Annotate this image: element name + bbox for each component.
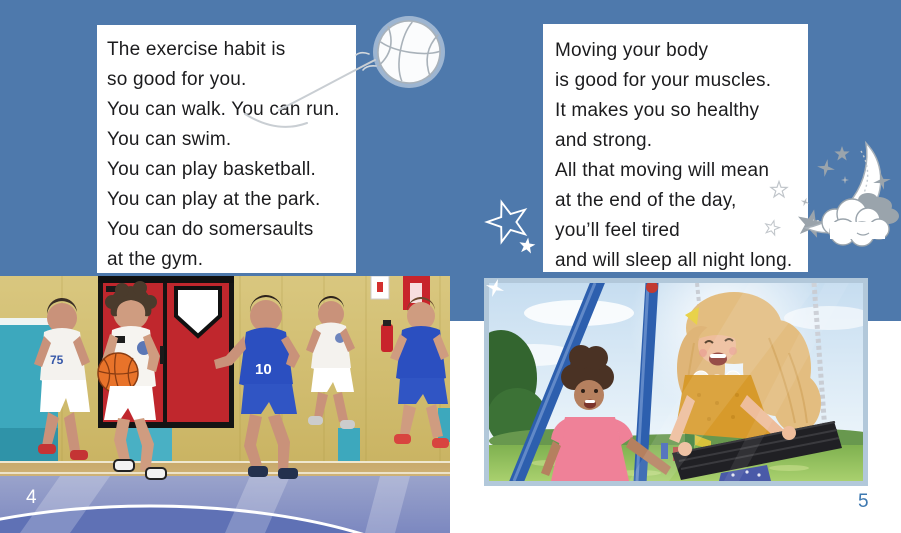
text-line: and will sleep all night long. [555, 250, 793, 271]
star-icon [482, 198, 544, 260]
text-line: You can play basketball. [107, 159, 317, 180]
text-line: You can swim. [107, 129, 232, 150]
text-line: You can do somersaults [107, 219, 314, 240]
sparkle-icon [484, 277, 506, 299]
text-line: All that moving will mean [555, 160, 770, 181]
playground-swing-photo [484, 278, 868, 486]
text-line: and strong. [555, 130, 653, 151]
text-line: Moving your body [555, 40, 709, 61]
text-line: It makes you so healthy [555, 100, 760, 121]
basketball-game-photo [0, 276, 450, 533]
swoosh-lines-icon [235, 50, 385, 140]
moon-and-clouds-icon [760, 136, 901, 260]
text-line: is good for your muscles. [555, 70, 772, 91]
text-line: You can walk. You can run. [107, 99, 340, 120]
text-line: at the gym. [107, 249, 204, 270]
text-line: you’ll feel tired [555, 220, 680, 241]
page-number-left: 4 [26, 487, 37, 508]
text-line: The exercise habit is [107, 39, 286, 60]
text-line: at the end of the day, [555, 190, 737, 211]
page-number-right: 5 [858, 491, 869, 512]
jersey-number-75: 75 [50, 353, 64, 367]
text-line: You can play at the park. [107, 189, 321, 210]
text-line: so good for you. [107, 69, 247, 90]
jersey-number-10: 10 [255, 361, 272, 378]
